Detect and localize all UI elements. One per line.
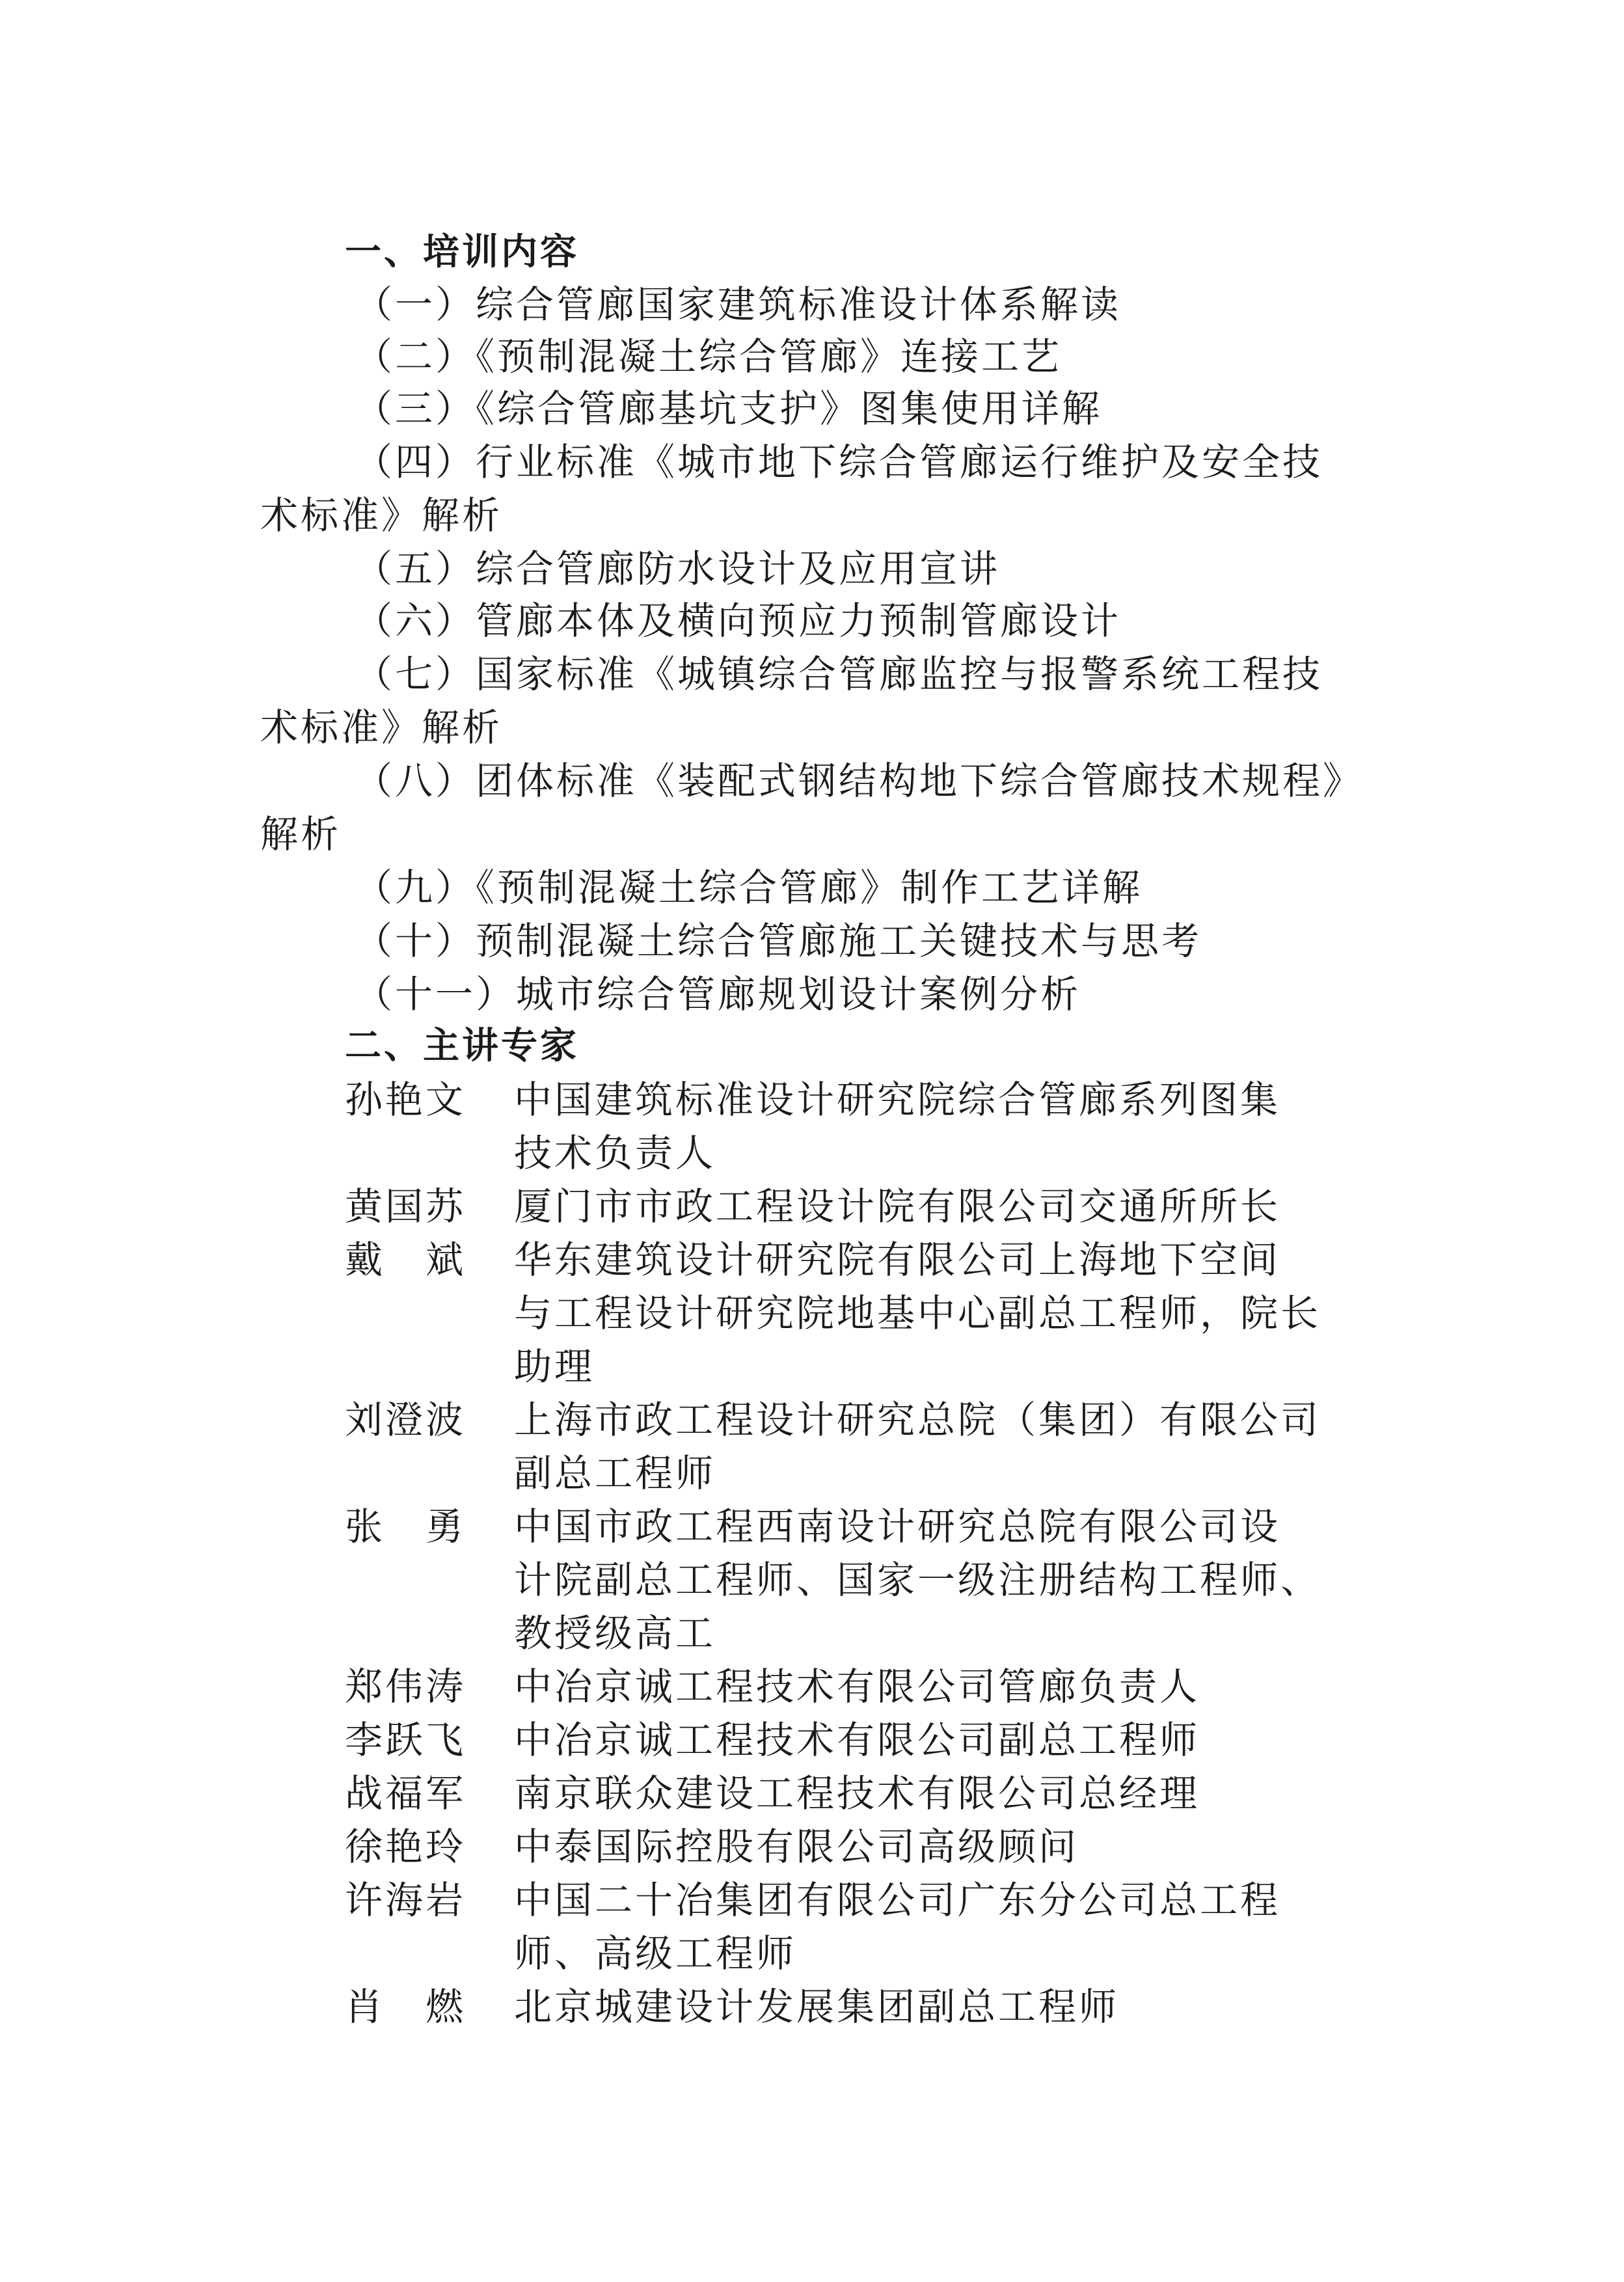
expert-description: 与工程设计研究院地基中心副总工程师，院长 <box>514 1291 1321 1335</box>
training-item-10: （十）预制混凝土综合管廊施工关键技术与思考 <box>355 919 1202 963</box>
training-item-8-cont: 解析 <box>260 812 342 856</box>
expert-description: 北京城建设计发展集团副总工程师 <box>514 1985 1120 2029</box>
training-item-2: （二）《预制混凝土综合管廊》连接工艺 <box>355 334 1062 379</box>
section-title-training-content: 一、培训内容 <box>345 231 579 273</box>
expert-name: 戴 斌 <box>345 1238 467 1282</box>
training-item-4: （四）行业标准《城市地下综合管廊运行维护及安全技 <box>355 440 1323 484</box>
training-item-3: （三）《综合管廊基坑支护》图集使用详解 <box>355 387 1103 431</box>
expert-name: 郑伟涛 <box>345 1664 467 1709</box>
expert-description: 南京联众建设工程技术有限公司总经理 <box>514 1771 1200 1815</box>
expert-name: 战福军 <box>345 1771 467 1815</box>
expert-description: 厦门市市政工程设计院有限公司交通所所长 <box>514 1184 1281 1229</box>
expert-name: 刘澄波 <box>345 1398 467 1442</box>
training-item-7-cont: 术标准》解析 <box>260 705 503 750</box>
expert-description: 中国二十冶集团有限公司广东分公司总工程 <box>514 1878 1281 1922</box>
training-item-11: （十一）城市综合管廊规划设计案例分析 <box>355 972 1081 1016</box>
expert-description: 助理 <box>514 1344 595 1389</box>
expert-description: 师、高级工程师 <box>514 1931 797 1976</box>
expert-description: 计院副总工程师、国家一级注册结构工程师、 <box>514 1558 1321 1602</box>
expert-description: 副总工程师 <box>514 1451 716 1495</box>
expert-description: 中国建筑标准设计研究院综合管廊系列图集 <box>514 1078 1281 1122</box>
training-item-1: （一）综合管廊国家建筑标准设计体系解读 <box>355 282 1122 327</box>
expert-name: 李跃飞 <box>345 1718 467 1762</box>
training-item-5: （五）综合管廊防水设计及应用宣讲 <box>355 547 1001 591</box>
expert-name: 许海岩 <box>345 1878 467 1922</box>
training-item-6: （六）管廊本体及横向预应力预制管廊设计 <box>355 599 1122 643</box>
section-title-lecturers: 二、主讲专家 <box>345 1025 579 1067</box>
expert-name: 黄国苏 <box>345 1184 467 1229</box>
expert-description: 中国市政工程西南设计研究总院有限公司设 <box>514 1504 1281 1549</box>
expert-description: 上海市政工程设计研究总院（集团）有限公司 <box>514 1398 1321 1442</box>
expert-description: 华东建筑设计研究院有限公司上海地下空间 <box>514 1238 1281 1282</box>
expert-description: 技术负责人 <box>514 1131 716 1175</box>
training-item-8: （八）团体标准《装配式钢结构地下综合管廊技术规程》 <box>355 759 1364 803</box>
expert-description: 中泰国际控股有限公司高级顾问 <box>514 1825 1079 1869</box>
expert-name: 徐艳玲 <box>345 1825 467 1869</box>
training-item-4-cont: 术标准》解析 <box>260 493 503 537</box>
expert-description: 教授级高工 <box>514 1611 716 1655</box>
training-item-7: （七）国家标准《城镇综合管廊监控与报警系统工程技 <box>355 652 1323 696</box>
training-item-9: （九）《预制混凝土综合管廊》制作工艺详解 <box>355 865 1143 910</box>
expert-name: 肖 燃 <box>345 1985 467 2029</box>
expert-name: 孙艳文 <box>345 1078 467 1122</box>
expert-description: 中冶京诚工程技术有限公司管廊负责人 <box>514 1664 1200 1709</box>
expert-name: 张 勇 <box>345 1504 467 1549</box>
expert-description: 中冶京诚工程技术有限公司副总工程师 <box>514 1718 1200 1762</box>
